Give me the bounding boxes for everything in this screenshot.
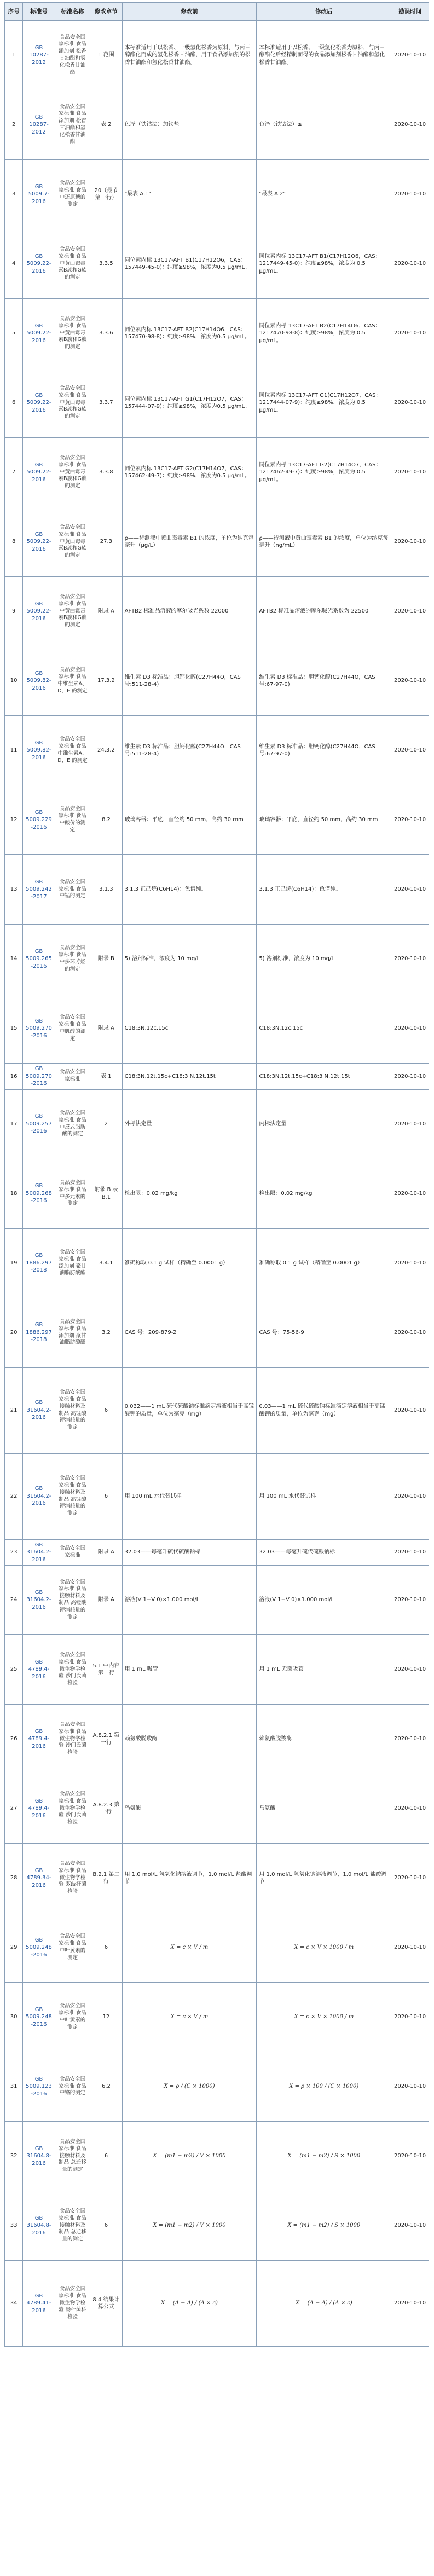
errata-date: 2020-10-10 [391,855,429,925]
table-row [5,1566,429,1635]
text-before: 维生素 D3 标准品：胆钙化醇(C27H44O，CAS 号:511-28-4) [122,646,257,716]
standard-name: 食品安全国家标准 食品中黄曲霉毒素B族和G族的测定 [55,507,90,577]
table-row [5,577,429,646]
table-row [5,1367,429,1453]
table-row [5,1298,429,1367]
text-before: 用 1 mL 吸管 [122,1635,257,1705]
row-number: 19 [5,1228,23,1298]
standard-name: 食品安全国家标准 食品添加剂 松香甘油酯和氢化松香甘油酯 [55,90,90,160]
text-before: 32.03——每毫升硫代硫酸钠标 [122,1539,257,1566]
modified-section: A.8.2.1 第一行 [90,1705,122,1774]
row-number: 23 [5,1539,23,1566]
standard-number: GB 5009.229-2016 [23,785,55,855]
text-before: 溶液(V 1−V 0)×1.000 mol/L [122,1566,257,1635]
text-before: CAS 号：209-879-2 [122,1298,257,1367]
table-row [5,1453,429,1539]
row-number: 20 [5,1298,23,1367]
standard-name: 食品安全国家标准 食品添加剂 聚甘油脂肪酸酯 [55,1298,90,1367]
standard-number: GB 5009.7-2016 [23,160,55,229]
row-number: 15 [5,994,23,1064]
errata-date: 2020-10-10 [391,368,429,438]
row-number: 8 [5,507,23,577]
errata-date: 2020-10-10 [391,785,429,855]
errata-date: 2020-10-10 [391,1913,429,1983]
row-number: 24 [5,1566,23,1635]
errata-date: 2020-10-10 [391,90,429,160]
text-after: 用 1 mL 无菌吸管 [257,1635,391,1705]
text-after: "最表 A.2" [257,160,391,229]
table-row [5,2261,429,2347]
text-before: 准确称取 0.1 g 试样（精确至 0.0001 g） [122,1228,257,1298]
standard-name: 食品安全国家标准 食品微生物学检验 沙门氏菌检验 [55,1705,90,1774]
text-before: 同位素内标 13C17-AFT G2(C17H14O7，CAS：157462-49-7)：纯度≥98%，浓度为0.5 μg/mL。 [122,438,257,507]
standard-number: GB 5009.242-2017 [23,855,55,925]
header-after: 修改后 [257,3,391,21]
row-number: 9 [5,577,23,646]
text-after: 用 1.0 mol/L 氢氧化钠溶液调节，1.0 mol/L 盐酸调节 [257,1844,391,1913]
standard-number: GB 5009.22-2016 [23,229,55,299]
text-after: 5) 溶剂标准，浓度为 10 mg/L [257,925,391,994]
table-row [5,1089,429,1159]
standard-name: 食品安全国家标准 食品接触材料及制品 高锰酸钾消耗量的测定 [55,1453,90,1539]
row-number: 6 [5,368,23,438]
errata-date: 2020-10-10 [391,1453,429,1539]
modified-section: 6 [90,1367,122,1453]
errata-date: 2020-10-10 [391,507,429,577]
text-before: 5) 溶剂标准，浓度为 10 mg/L [122,925,257,994]
header-before: 修改前 [122,3,257,21]
row-number: 22 [5,1453,23,1539]
table-row [5,299,429,368]
table-body [5,21,429,2347]
standard-number: GB 5009.22-2016 [23,577,55,646]
text-after: C18:3N,12t,15c+C18:3 N,12t,15t [257,1064,391,1090]
text-before: 赖氨酸脱羧酶 [122,1705,257,1774]
modified-section: 3.3.6 [90,299,122,368]
row-number: 21 [5,1367,23,1453]
text-after: 维生素 D3 标准品：胆钙化醇(C27H44O，CAS 号:67-97-0) [257,716,391,785]
modified-section: 27.3 [90,507,122,577]
text-after: 0.03——1 mL 硫代硫酸钠标准滴定溶液相当于高锰酸钾的质量，单位为毫克（mg） [257,1367,391,1453]
standard-number: GB 4789.4-2016 [23,1774,55,1844]
header-std: 标准号 [23,3,55,21]
errata-date: 2020-10-10 [391,160,429,229]
modified-section: 6.2 [90,2052,122,2122]
text-after: 3.1.3 正己烷(C6H14)：色谱纯。 [257,855,391,925]
table-header [5,3,429,21]
modified-section: 6 [90,1453,122,1539]
table-row [5,1635,429,1705]
modified-section: 附录 A [90,1539,122,1566]
errata-date: 2020-10-10 [391,21,429,90]
modified-section: 1 范围 [90,21,122,90]
text-before: X = ρ / (C × 1000) [122,2052,257,2122]
table-row [5,1913,429,1983]
text-before: 本标准适用于以松香、一级氢化松香为原料，与丙三醇酯化而成的氢化松香甘油酯，用于食品添加剂的松香甘油酯和氢化松香甘油酯。 [122,21,257,90]
text-after: AFTB2 标准品溶液的摩尔吸光系数为 22500 [257,577,391,646]
standard-number: GB 5009.22-2016 [23,368,55,438]
standard-name: 食品安全国家标准 [55,1064,90,1090]
row-number: 11 [5,716,23,785]
standard-number: GB 5009.270-2016 [23,994,55,1064]
text-before: 检出限：0.02 mg/kg [122,1159,257,1228]
row-number: 26 [5,1705,23,1774]
row-number: 34 [5,2261,23,2347]
modified-section: 6 [90,2191,122,2261]
text-after: C18:3N,12c,15c [257,994,391,1064]
standard-name: 食品安全国家标准 食品中多环芳烃的测定 [55,925,90,994]
modified-section: 3.4.1 [90,1228,122,1298]
errata-date: 2020-10-10 [391,2052,429,2122]
text-before: 外标法定量 [122,1089,257,1159]
modified-section: 3.3.7 [90,368,122,438]
row-number: 14 [5,925,23,994]
table-row [5,994,429,1064]
standard-name: 食品安全国家标准 食品微生物学检验 沙门氏菌检验 [55,1774,90,1844]
standard-number: GB 5009.265-2016 [23,925,55,994]
standard-name: 食品安全国家标准 食品中黄曲霉毒素B族和G族的测定 [55,577,90,646]
text-before: 3.1.3 正己烷(C6H14)：色谱纯。 [122,855,257,925]
table-row [5,1705,429,1774]
standard-number: GB 5009.123-2016 [23,2052,55,2122]
text-before: C18:3N,12t,15c+C18:3 N,12t,15t [122,1064,257,1090]
standard-name: 食品安全国家标准 食品微生物学检验 沙门氏菌检验 [55,1635,90,1705]
header-section: 修改章节 [90,3,122,21]
row-number: 28 [5,1844,23,1913]
table-row [5,229,429,299]
modified-section: 6 [90,2122,122,2191]
modified-section: 2 [90,1089,122,1159]
errata-date: 2020-10-10 [391,229,429,299]
standard-number: GB 31604.8-2016 [23,2191,55,2261]
standard-number: GB 5009.22-2016 [23,507,55,577]
text-after: 玻璃容器：平底，直径约 50 mm，高约 30 mm [257,785,391,855]
modified-section: 附录 A [90,1566,122,1635]
row-number: 16 [5,1064,23,1090]
table-row [5,1159,429,1228]
modified-section: 表 2 [90,90,122,160]
row-number: 29 [5,1913,23,1983]
standard-number: GB 4789.41-2016 [23,2261,55,2347]
errata-date: 2020-10-10 [391,1228,429,1298]
standard-name: 食品安全国家标准 食品中铬的测定 [55,2052,90,2122]
errata-date: 2020-10-10 [391,925,429,994]
standard-number: GB 31604.2-2016 [23,1453,55,1539]
row-number: 33 [5,2191,23,2261]
text-after: 用 100 mL 水代替试样 [257,1453,391,1539]
standard-name: 食品安全国家标准 食品中多元素的测定 [55,1159,90,1228]
standard-name: 食品安全国家标准 食品添加剂 聚甘油脂肪酸酯 [55,1228,90,1298]
standard-number: GB 5009.257-2016 [23,1089,55,1159]
table-row [5,1064,429,1090]
table-row [5,2191,429,2261]
standard-number: GB 5009.22-2016 [23,438,55,507]
errata-date: 2020-10-10 [391,577,429,646]
table-row [5,716,429,785]
errata-date: 2020-10-10 [391,2122,429,2191]
modified-section: 5.1 中内容第一行 [90,1635,122,1705]
modified-section: 表 1 [90,1064,122,1090]
standard-name: 食品安全国家标准 食品接触材料及制品 总迁移量的测定 [55,2191,90,2261]
text-before: 色泽（铁钴法）加铁盐 [122,90,257,160]
standard-number: GB 5009.22-2016 [23,299,55,368]
text-before: ρ——待测液中黄曲霉毒素 B1 的浓度，单位为纳克每毫升（μg/L） [122,507,257,577]
standard-number: GB 1886.297-2018 [23,1228,55,1298]
header-name: 标准名称 [55,3,90,21]
standard-number: GB 31604.2-2016 [23,1539,55,1566]
standard-number: GB 10287-2012 [23,90,55,160]
errata-date: 2020-10-10 [391,1367,429,1453]
standard-number: GB 5009.248-2016 [23,1913,55,1983]
errata-date: 2020-10-10 [391,1635,429,1705]
standard-name: 食品安全国家标准 食品中维生素A、D、E 的测定 [55,716,90,785]
modified-section: 12 [90,1983,122,2052]
errata-date: 2020-10-10 [391,1159,429,1228]
errata-date: 2020-10-10 [391,1298,429,1367]
errata-table [4,2,429,2347]
row-number: 1 [5,21,23,90]
modified-section: 附录 B [90,925,122,994]
text-before: X = (A − A) / (A × c) [122,2261,257,2347]
row-number: 25 [5,1635,23,1705]
table-row [5,1983,429,2052]
standard-name: 食品安全国家标准 食品中黄曲霉毒素B族和G族的测定 [55,438,90,507]
standard-name: 食品安全国家标准 食品中还原糖的测定 [55,160,90,229]
text-after: X = (m1 − m2) / S × 1000 [257,2122,391,2191]
standard-number: GB 5009.82-2016 [23,716,55,785]
table-row [5,1844,429,1913]
text-after: 赖氨酸脱羧酶 [257,1705,391,1774]
standard-number: GB 5009.82-2016 [23,646,55,716]
errata-date: 2020-10-10 [391,1064,429,1090]
table-row [5,2052,429,2122]
errata-date: 2020-10-10 [391,438,429,507]
text-before: 玻璃容器：平底，直径约 50 mm，高约 30 mm [122,785,257,855]
text-after: 同位素内标 13C17-AFT B2(C17H14O6，CAS：1217470-98-8)：纯度≥98%，浓度为 0.5 μg/mL。 [257,299,391,368]
text-before: X = c × V / m [122,1913,257,1983]
text-before: 同位素内标 13C17-AFT B1(C17H12O6，CAS：157449-45-0)：纯度≥98%，浓度为0.5 μg/mL。 [122,229,257,299]
modified-section: 3.2 [90,1298,122,1367]
text-after: X = (m1 − m2) / S × 1000 [257,2191,391,2261]
errata-date: 2020-10-10 [391,2191,429,2261]
text-after: 维生素 D3 标准品：胆钙化醇(C27H44O，CAS 号:67-97-0) [257,646,391,716]
text-before: 0.032——1 mL 硫代硫酸钠标准滴定溶液相当于高锰酸钾的质量，单位为毫克（mg） [122,1367,257,1453]
modified-section: 附录 B 表 B.1 [90,1159,122,1228]
text-before: "最表 A.1" [122,160,257,229]
errata-date: 2020-10-10 [391,2261,429,2347]
table-row [5,507,429,577]
row-number: 2 [5,90,23,160]
text-after: 溶液(V 1−V 0)×1.000 mol/L [257,1566,391,1635]
standard-name: 食品安全国家标准 食品微生物学检验 肠杆菌科检验 [55,2261,90,2347]
text-after: X = c × V × 1000 / m [257,1913,391,1983]
text-after: 准确称取 0.1 g 试样（精确至 0.0001 g） [257,1228,391,1298]
row-number: 13 [5,855,23,925]
table-row [5,368,429,438]
text-after: ρ——待测液中黄曲霉毒素 B1 的浓度，单位为纳克每毫升（ng/mL） [257,507,391,577]
standard-name: 食品安全国家标准 食品接触材料及制品 总迁移量的测定 [55,2122,90,2191]
text-after: 同位素内标 13C17-AFT B1(C17H12O6，CAS：1217449-45-0)：纯度≥98%，浓度为 0.5 μg/mL。 [257,229,391,299]
text-before: 用 1.0 mol/L 氢氧化钠溶液调节，1.0 mol/L 盐酸调节 [122,1844,257,1913]
standard-number: GB 1886.297-2018 [23,1298,55,1367]
row-number: 27 [5,1774,23,1844]
errata-date: 2020-10-10 [391,1089,429,1159]
table-row [5,1228,429,1298]
standard-number: GB 31604.2-2016 [23,1566,55,1635]
text-before: AFTB2 标准品溶液的摩尔吸光系数 22000 [122,577,257,646]
modified-section: 附录 A [90,994,122,1064]
standard-name: 食品安全国家标准 食品中叶黄素的测定 [55,1983,90,2052]
standard-name: 食品安全国家标准 食品中锰的测定 [55,855,90,925]
table-row [5,785,429,855]
standard-number: GB 10287-2012 [23,21,55,90]
row-number: 12 [5,785,23,855]
standard-name: 食品安全国家标准 食品中叶黄素的测定 [55,1913,90,1983]
text-after: 鸟氨酸 [257,1774,391,1844]
row-number: 30 [5,1983,23,2052]
standard-name: 食品安全国家标准 食品中肌醇的测定 [55,994,90,1064]
modified-section: B.2.1 第二行 [90,1844,122,1913]
modified-section: 20（最节第一行） [90,160,122,229]
table-row [5,646,429,716]
row-number: 4 [5,229,23,299]
modified-section: 8.4 结果计算公式 [90,2261,122,2347]
text-after: X = (A − A) / (A × c) [257,2261,391,2347]
row-number: 17 [5,1089,23,1159]
text-after: X = ρ × 100 / (C × 1000) [257,2052,391,2122]
modified-section: 3.3.8 [90,438,122,507]
row-number: 31 [5,2052,23,2122]
modified-section: 17.3.2 [90,646,122,716]
text-before: X = c × V / m [122,1983,257,2052]
errata-date: 2020-10-10 [391,994,429,1064]
standard-name: 食品安全国家标准 食品中黄曲霉毒素B族和G族的测定 [55,299,90,368]
standard-name: 食品安全国家标准 食品中酸价的测定 [55,785,90,855]
standard-name: 食品安全国家标准 食品中反式脂肪酸的测定 [55,1089,90,1159]
text-after: 内标法定量 [257,1089,391,1159]
errata-date: 2020-10-10 [391,1705,429,1774]
standard-number: GB 31604.2-2016 [23,1367,55,1453]
standard-number: GB 5009.248-2016 [23,1983,55,2052]
modified-section: A.8.2.3 第一行 [90,1774,122,1844]
table-row [5,925,429,994]
errata-date: 2020-10-10 [391,716,429,785]
table-row [5,1774,429,1844]
standard-number: GB 5009.270-2016 [23,1064,55,1090]
standard-name: 食品安全国家标准 食品中黄曲霉毒素B族和G族的测定 [55,229,90,299]
table-row [5,855,429,925]
header-no: 序号 [5,3,23,21]
text-before: 维生素 D3 标准品：胆钙化醇(C27H44O，CAS 号:511-28-4) [122,716,257,785]
text-after: 同位素内标 13C17-AFT G1(C17H12O7，CAS：1217444-07-9)：纯度≥98%，浓度为 0.5 μg/mL。 [257,368,391,438]
table-row [5,1539,429,1566]
standard-name: 食品安全国家标准 食品微生物学检验 双歧杆菌检验 [55,1844,90,1913]
table-row [5,160,429,229]
standard-name: 食品安全国家标准 [55,1539,90,1566]
modified-section: 3.1.3 [90,855,122,925]
modified-section: 附录 A [90,577,122,646]
standard-name: 食品安全国家标准 食品接触材料及制品 高锰酸钾消耗量的测定 [55,1566,90,1635]
standard-name: 食品安全国家标准 食品接触材料及制品 高锰酸钾消耗量的测定 [55,1367,90,1453]
errata-date: 2020-10-10 [391,1539,429,1566]
standard-name: 食品安全国家标准 食品添加剂 松香甘油酯和氢化松香甘油酯 [55,21,90,90]
header-date: 勘误时间 [391,3,429,21]
table-row [5,21,429,90]
text-after: 本标准适用于以松香、一级氢化松香为原料，与丙三醇酯化后经精制而得的食品添加剂松香甘油酯和氢化松香甘油酯。 [257,21,391,90]
text-before: C18:3N,12c,15c [122,994,257,1064]
errata-date: 2020-10-10 [391,1844,429,1913]
errata-date: 2020-10-10 [391,646,429,716]
text-after: X = c × V × 1000 / m [257,1983,391,2052]
row-number: 5 [5,299,23,368]
errata-date: 2020-10-10 [391,1983,429,2052]
standard-number: GB 4789.4-2016 [23,1635,55,1705]
text-after: 同位素内标 13C17-AFT G2(C17H14O7，CAS：1217462-49-7)：纯度≥98%，浓度为 0.5 μg/mL。 [257,438,391,507]
errata-date: 2020-10-10 [391,1566,429,1635]
text-before: 鸟氨酸 [122,1774,257,1844]
modified-section: 3.3.5 [90,229,122,299]
text-after: 色泽（铁钴法）≤ [257,90,391,160]
row-number: 3 [5,160,23,229]
text-before: 同位素内标 13C17-AFT B2(C17H14O6，CAS：157470-98-8)：纯度≥98%，浓度为0.5 μg/mL。 [122,299,257,368]
standard-number: GB 4789.34-2016 [23,1844,55,1913]
table-row [5,438,429,507]
text-after: 32.03——每毫升硫代硫酸钠标 [257,1539,391,1566]
row-number: 32 [5,2122,23,2191]
row-number: 18 [5,1159,23,1228]
standard-name: 食品安全国家标准 食品中维生素A、D、E 的测定 [55,646,90,716]
table-row [5,90,429,160]
modified-section: 6 [90,1913,122,1983]
standard-number: GB 31604.8-2016 [23,2122,55,2191]
row-number: 10 [5,646,23,716]
text-before: X = (m1 − m2) / V × 1000 [122,2191,257,2261]
modified-section: 24.3.2 [90,716,122,785]
text-before: 同位素内标 13C17-AFT G1(C17H12O7，CAS：157444-07-9)：纯度≥98%，浓度为0.5 μg/mL。 [122,368,257,438]
row-number: 7 [5,438,23,507]
table-row [5,2122,429,2191]
text-before: X = (m1 − m2) / V × 1000 [122,2122,257,2191]
standard-name: 食品安全国家标准 食品中黄曲霉毒素B族和G族的测定 [55,368,90,438]
errata-date: 2020-10-10 [391,299,429,368]
errata-date: 2020-10-10 [391,1774,429,1844]
text-after: 检出限：0.02 mg/kg [257,1159,391,1228]
modified-section: 8.2 [90,785,122,855]
standard-number: GB 4789.4-2016 [23,1705,55,1774]
standard-number: GB 5009.268-2016 [23,1159,55,1228]
text-after: CAS 号：75-56-9 [257,1298,391,1367]
text-before: 用 100 mL 水代替试样 [122,1453,257,1539]
